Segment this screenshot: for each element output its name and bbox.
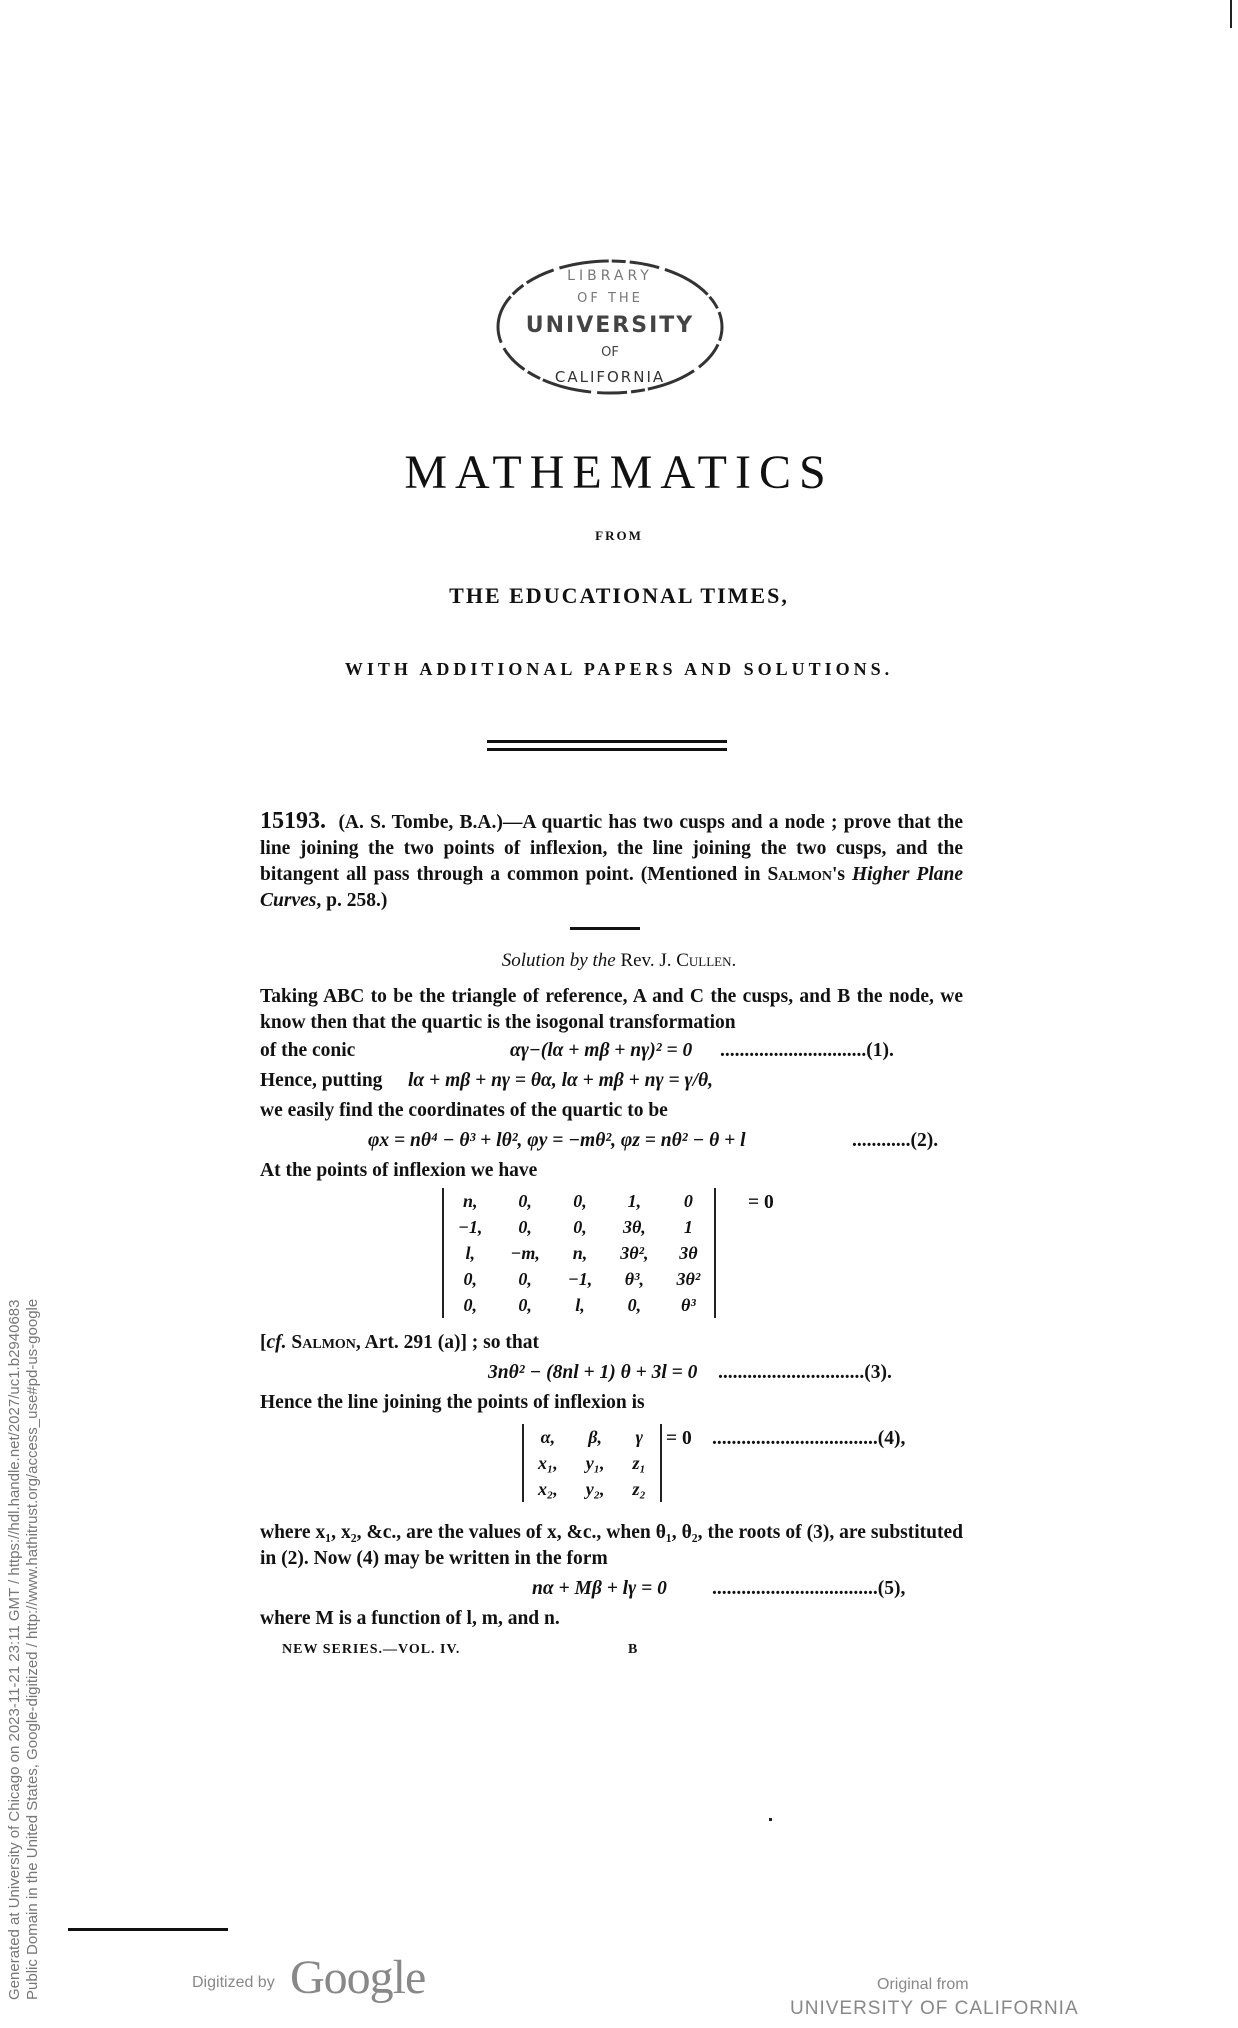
determinant-inflexion-cell: 0, [463, 1268, 477, 1289]
page-title: MATHEMATICS [404, 446, 834, 499]
determinant-inflexion-row [444, 1266, 714, 1292]
determinant-inflexion-cell: 1, [627, 1190, 642, 1211]
determinant-inflexion [442, 1188, 716, 1318]
double-rule-top [487, 740, 727, 743]
double-rule-bottom [487, 748, 727, 751]
university-label: UNIVERSITY OF CALIFORNIA [790, 1998, 1079, 2019]
publication-name: THE EDUCATIONAL TIMES, [449, 583, 789, 608]
determinant-line-cell: γ [635, 1426, 643, 1447]
equation-3: 3nθ² − (8nl + 1) θ + 3l = 0 [488, 1362, 698, 1383]
problem-author: (A. S. Tombe, B.A.) [338, 812, 503, 833]
determinant-inflexion-cell: 1 [683, 1216, 693, 1237]
margin-rule [68, 1928, 228, 1931]
determinant-line-row [524, 1424, 660, 1450]
equation-5-tag: ..................................(5), [712, 1578, 906, 1599]
google-logo: Google [290, 1951, 426, 2004]
digitized-by-label: Digitized by [192, 1974, 275, 1991]
determinant-inflexion-cell: 0, [518, 1294, 532, 1315]
determinant-inflexion-row [444, 1240, 714, 1266]
side-provenance-note [6, 1000, 42, 2000]
determinant-inflexion-row [444, 1214, 714, 1240]
determinant-line-cell: y₁, [585, 1452, 605, 1473]
determinant-line-cell: x₁, [538, 1452, 558, 1473]
determinant-inflexion-cell: 0, [573, 1216, 587, 1237]
cf-salmon: Salmon [286, 1332, 356, 1353]
original-from-label: Original from [877, 1976, 969, 1993]
top-edge-mark [1230, 0, 1232, 28]
determinant-inflexion-row [444, 1188, 714, 1214]
determinant-inflexion-cell: 3θ² [676, 1268, 701, 1289]
solution-heading [0, 950, 1238, 972]
determinant-line-cell: α, [540, 1426, 556, 1447]
footer-series: NEW SERIES.—VOL. IV. [282, 1642, 461, 1657]
equation-2: φx = nθ⁴ − θ³ + lθ², φy = −mθ², φz = nθ² − θ + l [368, 1130, 746, 1151]
equation-5: nα + Mβ + lγ = 0 [532, 1578, 667, 1599]
hence-putting-label: Hence, putting [260, 1070, 383, 1091]
equation-1: αγ−(lα + mβ + nγ)² = 0 [510, 1040, 693, 1061]
determinant-inflexion-cell: −1, [458, 1216, 483, 1237]
determinant-inflexion-equals: = 0 [748, 1192, 774, 1213]
footer-signature: B [628, 1642, 638, 1657]
determinant-inflexion-cell: −1, [567, 1268, 593, 1289]
cf-rest: , Art. 291 (a)] ; so that [355, 1332, 539, 1353]
determinant-inflexion-cell: 3θ [679, 1242, 698, 1263]
equation-4-tag: ..................................(4), [712, 1428, 906, 1449]
determinant-inflexion-cell: 0, [518, 1190, 532, 1211]
problem-salmon: Salmon [767, 864, 832, 885]
determinant-inflexion-cell: 3θ, [622, 1216, 646, 1237]
equation-2-tag: ............(2). [852, 1130, 939, 1151]
determinant-inflexion-cell: 0, [518, 1268, 532, 1289]
solution-heading-end: . [731, 950, 737, 971]
stamp-line2: OF THE [577, 291, 643, 306]
determinant-inflexion-cell: n, [462, 1190, 478, 1211]
determinant-line-cell: x₂, [538, 1478, 558, 1499]
determinant-line-cell: z₂ [632, 1478, 646, 1499]
determinant-inflexion-cell: 0 [683, 1190, 693, 1211]
determinant-inflexion-cell: 0, [573, 1190, 587, 1211]
problem-apos: 's [831, 864, 852, 885]
determinant-inflexion-cell: −m, [510, 1242, 540, 1263]
determinant-inflexion-cell: n, [572, 1242, 588, 1263]
title-from: FROM [595, 528, 643, 543]
side-note-line1: Generated at University of Chicago on 2023-11-21 23:11 GMT / https://hdl.handle.net/2027/uc1.b2940683 [6, 1299, 23, 2000]
determinant-line-row [524, 1450, 660, 1476]
determinant-line-cell: β, [588, 1426, 603, 1447]
stamp-line5: CALIFORNIA [554, 368, 666, 386]
determinant-inflexion-table [444, 1188, 714, 1318]
problem-text: —A quartic has two cusps and a node ; prove that the line joining the two points of inflexion, the line joining the two cusps, and the bitangent all pass through a common point. (Mentioned in [260, 812, 964, 885]
joining-line-label: Hence the line joining the points of inflexion is [260, 1392, 645, 1413]
side-note-line2: Public Domain in the United States, Google-digitized / http://www.hathitrust.org/access_use#pd-us-google [24, 1298, 41, 2000]
equation-substitution: lα + mβ + nγ = θα, lα + mβ + nγ = γ/θ, [408, 1070, 713, 1091]
determinant-inflexion-cell: 0, [627, 1294, 642, 1315]
determinant-inflexion-cell: 3θ², [620, 1242, 649, 1263]
problem-book: Higher Plane Curves [260, 864, 963, 911]
solution-heading-surname: Cullen [676, 950, 732, 971]
cf-salmon-line [260, 1332, 539, 1354]
determinant-line-row [524, 1476, 660, 1502]
determinant-inflexion-cell: 0, [463, 1294, 477, 1315]
equation-3-tag: ..............................(3). [718, 1362, 892, 1383]
library-stamp [490, 252, 730, 402]
cf-italic: cf. [266, 1332, 287, 1353]
function-line: where M is a function of l, m, and n. [260, 1608, 560, 1629]
problem-end: , p. 258.) [316, 890, 388, 911]
inflexion-label: At the points of inflexion we have [260, 1160, 538, 1181]
stamp-line3: UNIVERSITY [525, 313, 695, 338]
equation-1-tag: ..............................(1). [720, 1040, 894, 1061]
section-rule [570, 927, 640, 930]
solution-heading-name: Rev. J. [615, 950, 677, 971]
solution-paragraph: Taking ABC to be the triangle of reference, A and C the cusps, and B the node, we know then that the quartic is the isogonal transformation [260, 986, 963, 1033]
subtitle: WITH ADDITIONAL PAPERS AND SOLUTIONS. [344, 659, 894, 679]
stamp-line4: OF [601, 345, 619, 360]
determinant-inflexion-cell: θ³, [624, 1268, 645, 1289]
determinant-line [522, 1424, 662, 1502]
speck [769, 1818, 772, 1821]
determinant-line-table [524, 1424, 660, 1502]
cf-bracket: [ [260, 1332, 267, 1353]
problem-statement [260, 808, 963, 914]
stamp-line1: LIBRARY [567, 268, 653, 284]
solution-heading-italic: Solution by the [501, 950, 616, 971]
determinant-inflexion-cell: l, [465, 1242, 475, 1263]
determinant-inflexion-row [444, 1292, 714, 1318]
determinant-inflexion-cell: 0, [518, 1216, 532, 1237]
determinant-line-cell: y₂, [585, 1478, 605, 1499]
determinant-inflexion-cell: l, [575, 1294, 585, 1315]
where-paragraph: where x₁, x₂, &c., are the values of x, &c., when θ₁, θ₂, the roots of (3), are substituted in (2). Now (4) may be written in the form [260, 1522, 963, 1569]
determinant-inflexion-cell: θ³ [681, 1294, 696, 1315]
problem-number: 15193. [260, 808, 326, 834]
determinant-line-equals: = 0 [666, 1428, 692, 1449]
determinant-line-cell: z₁ [632, 1452, 646, 1473]
easily-find-label: we easily find the coordinates of the quartic to be [260, 1100, 668, 1121]
conic-label: of the conic [260, 1040, 356, 1061]
